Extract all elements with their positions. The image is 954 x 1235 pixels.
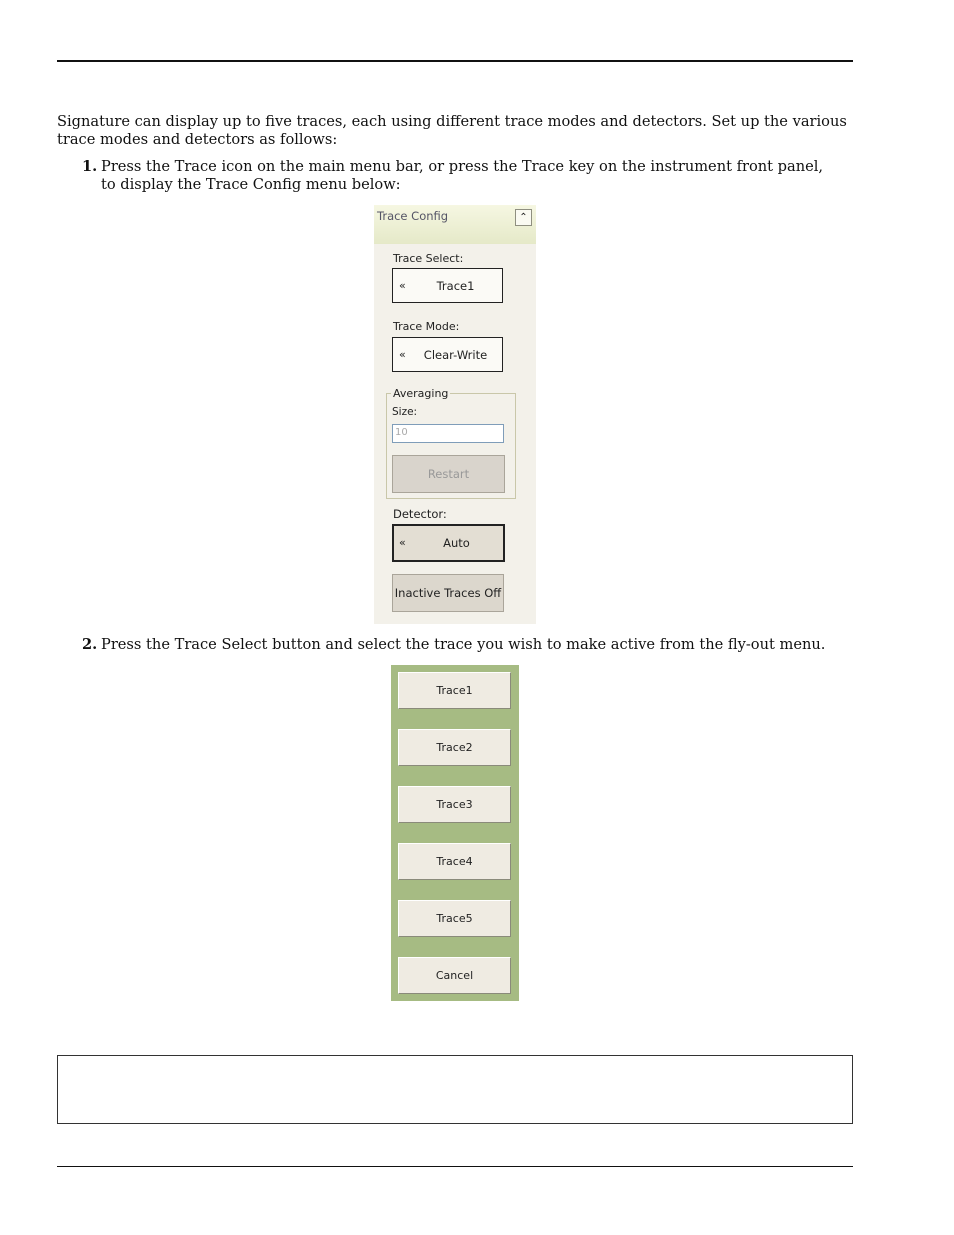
trace-mode-label: Trace Mode: — [393, 320, 460, 333]
collapse-icon[interactable]: ⌃ — [515, 209, 532, 226]
step-number: 2. — [82, 636, 98, 653]
step-text: Press the Trace Select button and select the trace you wish to make active from the fly-out menu. — [101, 636, 826, 653]
trace-select-value: Trace1 — [436, 279, 475, 293]
trace-config-panel — [374, 205, 536, 624]
size-label: Size: — [392, 406, 418, 418]
panel-title: Trace Config — [377, 209, 449, 223]
flyout-trace2-button[interactable]: Trace2 — [398, 729, 511, 766]
detector-value: Auto — [443, 536, 470, 550]
chevron-left-icon: « — [399, 536, 406, 549]
step-text: Press the Trace icon on the main menu bar, or press the Trace key on the instrument front panel, to display the Trace Config menu below: — [101, 158, 824, 193]
restart-button[interactable]: Restart — [392, 455, 505, 493]
step-number: 1. — [82, 158, 98, 175]
intro-paragraph: Signature can display up to five traces, each using different trace modes and detectors. Set up the various trace modes and detectors as follows: — [57, 113, 847, 148]
trace-mode-value: Clear-Write — [423, 348, 488, 362]
note-box — [57, 1055, 853, 1124]
chevron-left-icon: « — [399, 348, 406, 361]
header-rule — [57, 60, 853, 62]
inactive-traces-off-button[interactable]: Inactive Traces Off — [392, 574, 504, 612]
detector-label: Detector: — [393, 507, 447, 521]
trace-select-label: Trace Select: — [393, 252, 464, 265]
flyout-trace1-button[interactable]: Trace1 — [398, 672, 511, 709]
trace-select-button[interactable] — [392, 268, 503, 303]
trace-mode-button[interactable] — [392, 337, 503, 372]
flyout-trace4-button[interactable]: Trace4 — [398, 843, 511, 880]
footer-rule — [57, 1166, 853, 1167]
flyout-trace3-button[interactable]: Trace3 — [398, 786, 511, 823]
step-2 — [82, 636, 842, 654]
step-1 — [82, 158, 842, 194]
size-input[interactable]: 10 — [392, 424, 504, 443]
flyout-trace5-button[interactable]: Trace5 — [398, 900, 511, 937]
chevron-left-icon: « — [399, 279, 406, 292]
averaging-legend: Averaging — [393, 387, 449, 400]
trace-flyout-menu — [391, 665, 519, 1001]
panel-header — [374, 205, 536, 244]
flyout-cancel-button[interactable]: Cancel — [398, 957, 511, 994]
detector-button[interactable] — [392, 524, 505, 562]
